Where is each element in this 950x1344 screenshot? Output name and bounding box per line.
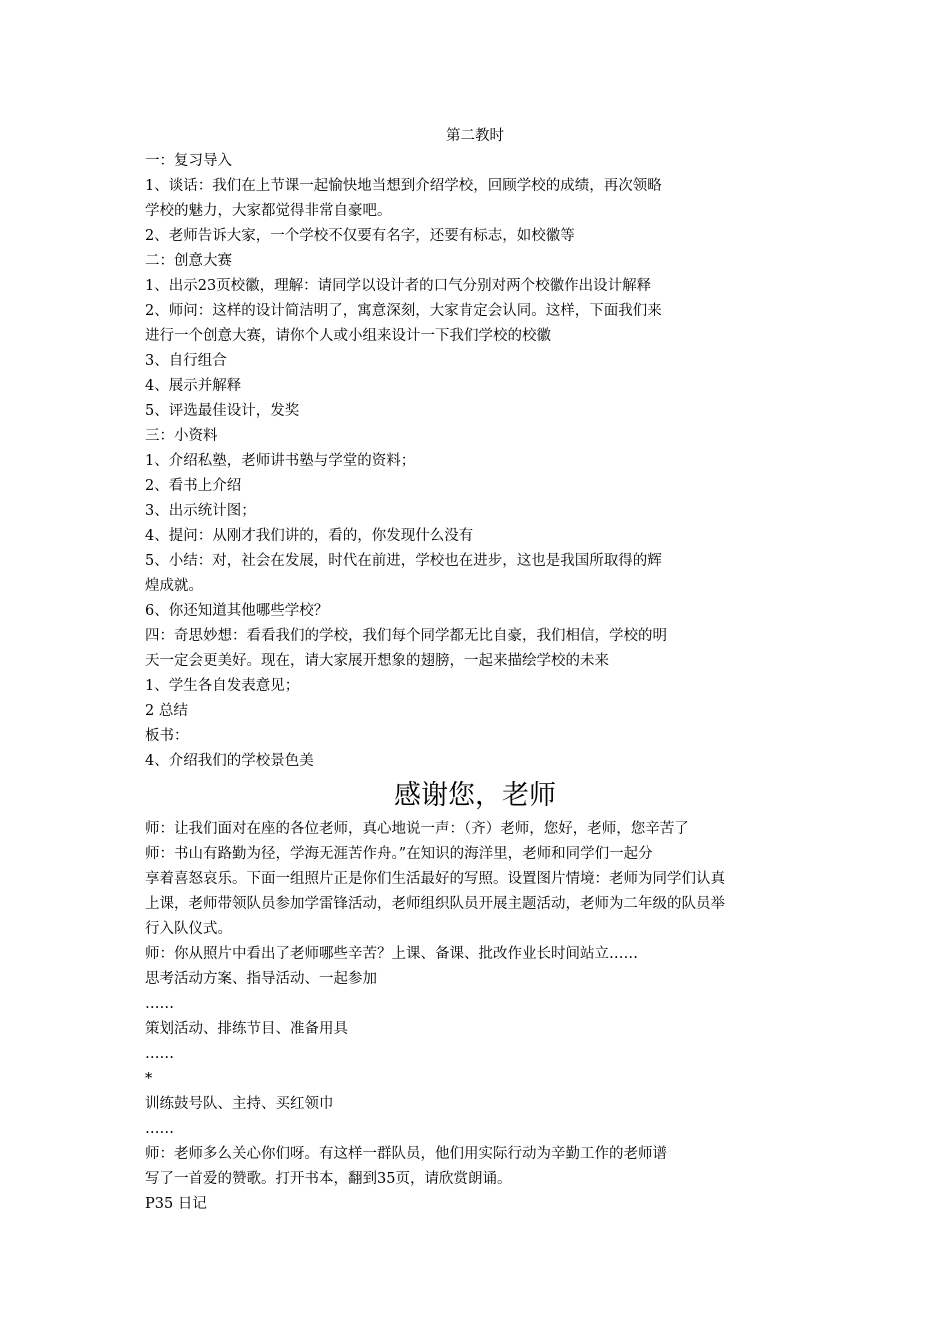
thanks-line: 写了一首爱的赞歌。打开书本，翻到35页，请欣赏朗诵。: [145, 1171, 512, 1187]
lesson-line: 1、学生各自发表意见；: [145, 678, 300, 694]
lesson-line: 4、提问：从刚才我们讲的，看的，你发现什么没有: [145, 528, 474, 544]
thanks-line: 策划活动、排练节目、准备用具: [145, 1021, 348, 1037]
lesson-line: 四：奇思妙想：看看我们的学校，我们每个同学都无比自豪，我们相信，学校的明: [145, 628, 667, 644]
lesson-line: 进行一个创意大赛，请你个人或小组来设计一下我们学校的校徽: [145, 328, 551, 344]
lesson-line: 三：小资料: [145, 428, 218, 444]
lesson-line: 2、老师告诉大家，一个学校不仅要有名字，还要有标志，如校徽等: [145, 228, 575, 244]
lesson-line: 3、出示统计图；: [145, 503, 256, 519]
thanks-line: 师：你从照片中看出了老师哪些辛苦？上课、备课、批改作业长时间站立……: [145, 946, 638, 962]
lesson-line: 学校的魅力，大家都觉得非常自豪吧。: [145, 203, 392, 219]
thanks-line: ……: [145, 996, 174, 1012]
thanks-line: 思考活动方案、指导活动、一起参加: [145, 971, 377, 987]
thanks-line: 师：书山有路勤为径，学海无涯苦作舟。”在知识的海洋里，老师和同学们一起分: [145, 846, 653, 862]
thanks-line: 上课，老师带领队员参加学雷锋活动，老师组织队员开展主题活动，老师为二年级的队员举: [145, 896, 725, 912]
lesson-line: 1、谈话：我们在上节课一起愉快地当想到介绍学校，回顾学校的成绩，再次领略: [145, 178, 662, 194]
lesson-line: 3、自行组合: [145, 353, 227, 369]
thanks-line: ……: [145, 1046, 174, 1062]
lesson-line: 2、看书上介绍: [145, 478, 242, 494]
lesson-section: [145, 124, 825, 774]
lesson-line: 2 总结: [145, 703, 188, 719]
thanks-line: ……: [145, 1121, 174, 1137]
lesson-title: 第二教时: [446, 128, 504, 144]
lesson-line: 5、评选最佳设计，发奖: [145, 403, 300, 419]
lesson-line: 4、展示并解释: [145, 378, 242, 394]
thanks-title: 感谢您，老师: [394, 780, 556, 811]
thanks-line: 享着喜怒哀乐。下面一组照片正是你们生活最好的写照。设置图片情境：老师为同学们认真: [145, 871, 725, 887]
lesson-line: 二：创意大赛: [145, 253, 232, 269]
lesson-line: 2、师问：这样的设计简洁明了，寓意深刻，大家肯定会认同。这样，下面我们来: [145, 303, 662, 319]
thanks-section: [145, 777, 825, 1217]
thanks-line: 训练鼓号队、主持、买红领巾: [145, 1096, 334, 1112]
thanks-line: *: [145, 1071, 153, 1087]
lesson-line: 6、你还知道其他哪些学校？: [145, 603, 329, 619]
lesson-line: 板书：: [145, 728, 189, 744]
lesson-line: 天一定会更美好。现在，请大家展开想象的翅膀，一起来描绘学校的未来: [145, 653, 609, 669]
thanks-line: P35 日记: [145, 1196, 207, 1212]
thanks-line: 行入队仪式。: [145, 921, 232, 937]
lesson-line: 一：复习导入: [145, 153, 232, 169]
thanks-line: 师：让我们面对在座的各位老师，真心地说一声：（齐）老师，您好，老师，您辛苦了: [145, 821, 689, 837]
lesson-line: 1、出示23页校徽，理解：请同学以设计者的口气分别对两个校徽作出设计解释: [145, 278, 652, 294]
lesson-line: 4、介绍我们的学校景色美: [145, 753, 314, 769]
lesson-line: 煌成就。: [145, 578, 203, 594]
lesson-line: 5、小结：对，社会在发展，时代在前进，学校也在进步，这也是我国所取得的辉: [145, 553, 662, 569]
lesson-line: 1、介绍私塾，老师讲书塾与学堂的资料；: [145, 453, 416, 469]
thanks-line: 师：老师多么关心你们呀。有这样一群队员，他们用实际行动为辛勤工作的老师谱: [145, 1146, 667, 1162]
